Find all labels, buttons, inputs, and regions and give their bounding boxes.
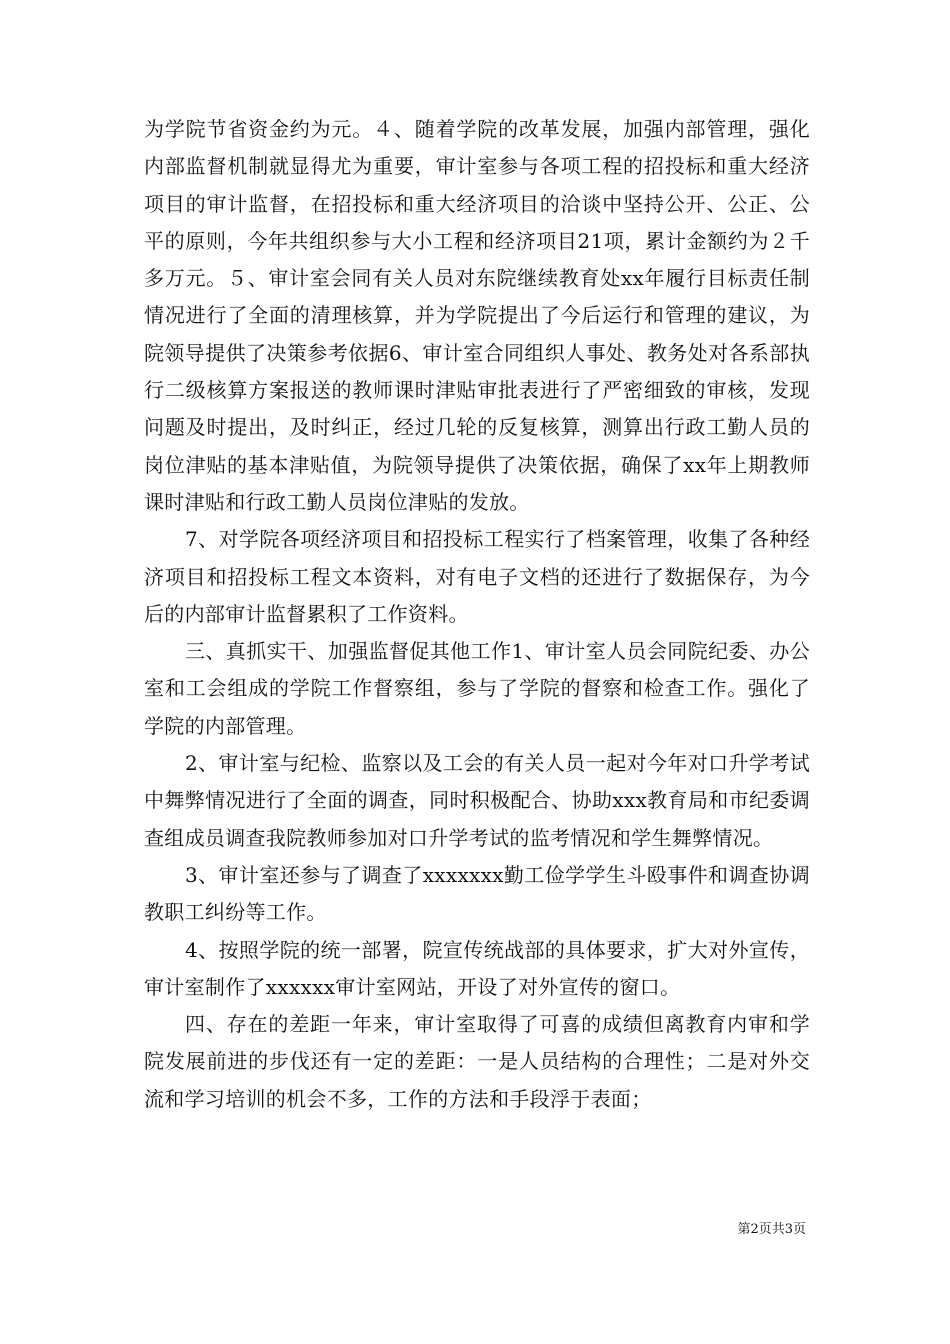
page-number-label: 第2页共3页 [737, 1222, 806, 1237]
document-body [144, 111, 810, 1118]
paragraph-3: 三、真抓实干、加强监督促其他工作1、审计室人员会同院纪委、办公室和工会组成的学院工作督察组，参与了学院的督察和检查工作。强化了学院的内部管理。 [144, 639, 810, 738]
paragraph-5: 3、审计室还参与了调查了xxxxxxx勤工俭学学生斗殴事件和调查协调教职工纠纷等工作。 [144, 862, 810, 925]
paragraph-6: 4、按照学院的统一部署，院宣传统战部的具体要求，扩大对外宣传，审计室制作了xxxxxx审计室网站，开设了对外宣传的窗口。 [144, 937, 810, 999]
paragraph-1: 为学院节省资金约为元。４、随着学院的改革发展，加强内部管理，强化内部监督机制就显得尤为重要，审计室参与各项工程的招投标和重大经济项目的审计监督，在招投标和重大经济项目的洽谈中坚持公开、公正、公平的原则，今年共组织参与大小工程和经济项目21项，累计金额约为２千多万元。５、审计室会同有关人员对东院继续教育处xx年履行目标责任制情况进行了全面的清理核算，并为学院提出了今后运行和管理的建议，为院领导提供了决策参考依据6、审计室合同组织人事处、教务处对各系部执行二级核算方案报送的教师课时津贴审批表进行了严密细致的审核，发现问题及时提出，及时纠正，经过几轮的反复核算，测算出行政工勤人员的岗位津贴的基本津贴值，为院领导提供了决策依据，确保了xx年上期教师课时津贴和行政工勤人员岗位津贴的发放。 [144, 117, 810, 514]
paragraph-2: 7、对学院各项经济项目和招投标工程实行了档案管理，收集了各种经济项目和招投标工程文本资料，对有电子文档的还进行了数据保存，为今后的内部审计监督累积了工作资料。 [144, 527, 810, 626]
page-footer [0, 1222, 806, 1238]
paragraph-7: 四、存在的差距一年来，审计室取得了可喜的成绩但离教育内审和学院发展前进的步伐还有一定的差距：一是人员结构的合理性；二是对外交流和学习培训的机会不多，工作的方法和手段浮于表面； [144, 1012, 810, 1111]
paragraph-4: 2、审计室与纪检、监察以及工会的有关人员一起对今年对口升学考试中舞弊情况进行了全面的调查，同时积极配合、协助xxx教育局和市纪委调查组成员调查我院教师参加对口升学考试的监考情况和学生舞弊情况。 [144, 751, 810, 850]
